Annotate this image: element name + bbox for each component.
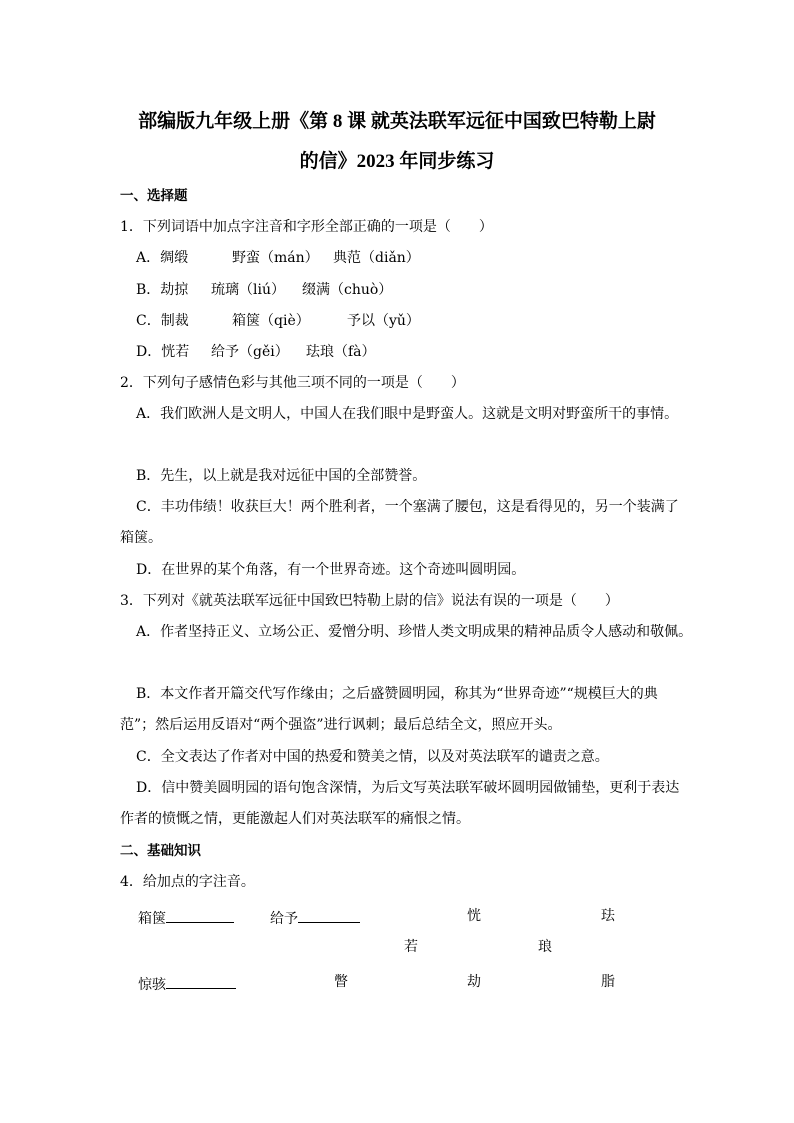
q4-char-lang: 琅	[538, 939, 552, 955]
q1-option-b-pinyin-1: 琉璃（liú）	[211, 282, 285, 298]
q4-char-fa: 珐	[601, 908, 615, 924]
q1-option-d-word: D．恍若	[136, 344, 190, 360]
q2-option-c-line-1: C．丰功伟绩！收获巨大！两个胜利者，一个塞满了腰包，这是看得见的，另一个装满了	[136, 499, 679, 515]
question-1-stem: 1．下列词语中加点字注音和字形全部正确的一项是（ ）	[120, 219, 493, 235]
q4-char-jie: 劫	[467, 974, 481, 990]
q1-option-a-word: A．绸缎	[136, 250, 189, 266]
q4-char-ruo: 若	[404, 939, 418, 955]
q3-option-b-line-1: B．本文作者开篇交代写作缘由；之后盛赞圆明园，称其为“世界奇迹”“规模巨大的典	[136, 686, 658, 702]
q4-char-pie: 瞥	[334, 974, 348, 990]
answer-blank[interactable]	[166, 972, 236, 989]
q4-item-jinghai	[138, 972, 236, 995]
answer-blank[interactable]	[298, 906, 360, 923]
q1-option-b-word: B．劫掠	[136, 282, 189, 298]
q4-word: 惊骇	[138, 977, 166, 993]
q3-option-b-line-2: 范”；然后运用反语对“两个强盗”进行讽刺；最后总结全文，照应开头。	[120, 717, 562, 733]
q2-option-d: D．在世界的某个角落，有一个世界奇迹。这个奇迹叫圆明园。	[136, 562, 526, 578]
question-3-stem: 3．下列对《就英法联军远征中国致巴特勒上尉的信》说法有误的一项是（ ）	[120, 593, 619, 609]
q4-word: 箱箧	[138, 911, 166, 927]
q2-option-b: B．先生，以上就是我对远征中国的全部赞誉。	[136, 468, 427, 484]
question-4-stem: 4．给加点的字注音。	[120, 874, 255, 890]
page-title	[100, 102, 694, 182]
answer-blank[interactable]	[166, 906, 234, 923]
title-line-1: 部编版九年级上册《第 8 课 就英法联军远征中国致巴特勒上尉	[138, 111, 656, 132]
q4-char-huang: 恍	[467, 908, 481, 924]
q1-option-a-pinyin-2: 典范（diǎn）	[333, 250, 420, 266]
q3-option-d-line-1: D．信中赞美圆明园的语句饱含深情，为后文写英法联军破坏圆明园做铺垫，更利于表达	[136, 780, 680, 796]
q1-option-d-pinyin-1: 给予（gěi）	[211, 344, 289, 360]
q1-option-a-pinyin-1: 野蛮（mán）	[232, 250, 319, 266]
q3-option-c: C．全文表达了作者对中国的热爱和赞美之情，以及对英法联军的谴责之意。	[136, 749, 609, 765]
q4-item-xiangqie	[138, 906, 234, 929]
q1-option-d-pinyin-2: 珐琅（fà）	[306, 344, 376, 360]
q4-item-jiyu	[270, 906, 360, 929]
section-heading-choice: 一、选择题	[120, 188, 188, 204]
q2-option-a: A．我们欧洲人是文明人，中国人在我们眼中是野蛮人。这就是文明对野蛮所干的事情。	[136, 406, 679, 422]
q2-option-c-line-2: 箱箧。	[120, 530, 162, 546]
q3-option-a: A．作者坚持正义、立场公正、爱憎分明、珍惜人类文明成果的精神品质令人感动和敬佩。	[136, 624, 693, 640]
question-2-stem: 2．下列句子感情色彩与其他三项不同的一项是（ ）	[120, 375, 465, 391]
section-heading-basics: 二、基础知识	[120, 843, 201, 859]
q1-option-c-pinyin-1: 箱箧（qiè）	[232, 313, 310, 329]
title-line-2: 的信》2023 年同步练习	[299, 151, 495, 172]
q4-word: 给予	[270, 911, 298, 927]
q4-char-zhi: 脂	[601, 974, 615, 990]
q1-option-b-pinyin-2: 缀满（chuò）	[302, 282, 393, 298]
q1-option-c-word: C．制裁	[136, 313, 189, 329]
q1-option-c-pinyin-2: 予以（yǔ）	[347, 313, 420, 329]
q3-option-d-line-2: 作者的愤慨之情，更能激起人们对英法联军的痛恨之情。	[120, 811, 470, 827]
